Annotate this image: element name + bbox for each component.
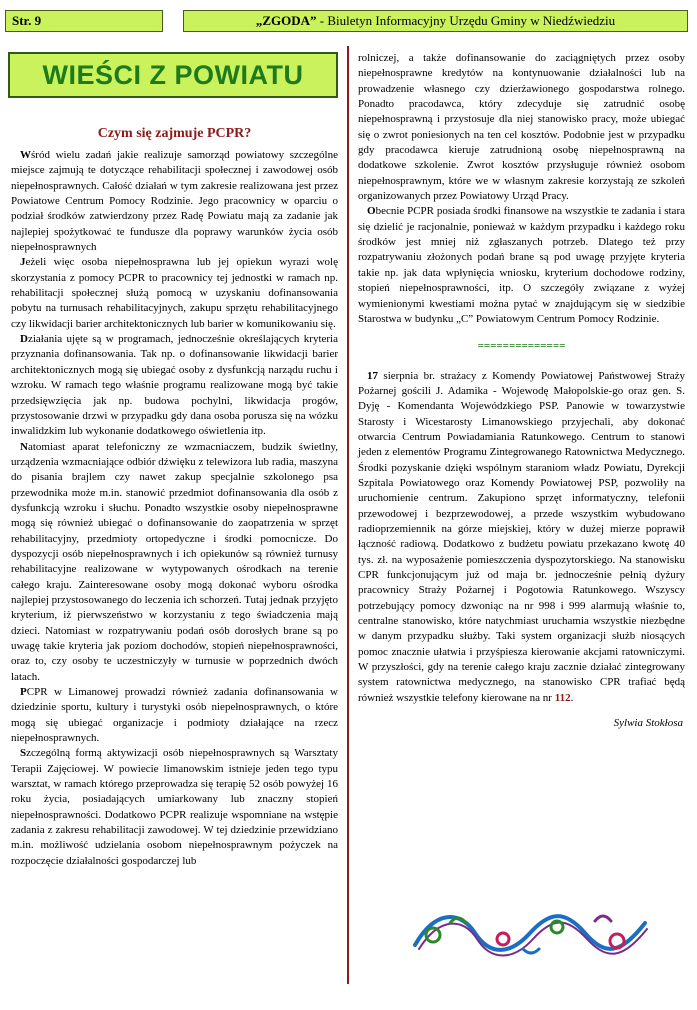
article2-text: 17 sierpnia br. strażacy z Komendy Powiatowej Państwowej Straży Pożarnej gościli J. Adamika - Wojewodę Małopolskie-go oraz gen. S. Dyję - Komendanta Wojewódzkiego PSP. Panowie w towarzystwie Starosty i Wicestarosty Limanowskiego przyjechali, aby dokonać otwarcia Centrum Powiadamiania Ratunkowego. Centrum to stanowi jeden z elementów Programu Zintegrowanego Ratownictwa Medycznego. Środki pozyskanie dzięki wspólnym staraniom władz Powiatu, Dyrekcji Szpitala Powiatowego oraz Komendy Powiatowej PSP, pozwoliły na uruchomienie centrum. Zakupiono sprzęt informatyczny, telefonii przewodowej i bezprzewodowej, a przede wszystkim wybudowano radioprzemiennik na górze miejskiej, który w dużej mierze poprawił łączność radiową. Dodatkowo z budżetu powiatu przekazano kwotę 40 tys. zł. na wyposażenie pomieszczenia dyspozytorskiego. Na stanowisku CPR funkcjonującym już od maja br. jednocześnie pełnią dyżury pracownicy Straży Pożarnej i Pogotowia Ratunkowego. Wszyscy potrzebujący pomocy dzwoniąc na nr 998 i 999 alarmują właśnie to, centralne stanowisko, które natychmiast uruchamia wszystkie niezbędne w danym przypadku służby. Taki system organizacji służb niosących pomoc znacznie ułatwia i przyśpiesza kierowanie akcjami ratowniczymi. W przyszłości, gdy na terenie całego kraju zacznie działać zintegrowany system ratownictwa medycznego, na stanowisko CPR trafiać będą również wszystkie telefony kierowane na nr — [358, 369, 685, 704]
left-column — [11, 148, 338, 869]
paragraph: Działania ujęte są w programach, jednocześnie określających kryteria przyznania dofinansowania. Tak np. o dofinansowanie likwidacji barier architektonicznych mogą się ubiegać osoby z dysfunkcją narządu ruchu i wzroku. W ramach tego właśnie programu realizowane mogą być takie przedsięwzięcia jak np. budowa pochylni, likwidacja progów, przystosowanie drzwi w przypadku gdy dana osoba porusza się na wózku inwalidzkim lub wykonanie dodatkowego oświetlenia itp. — [11, 333, 338, 438]
article-heading: Czym się zajmuje PCPR? — [97, 126, 252, 141]
paragraph: Obecnie PCPR posiada środki finansowe na wszystkie te zadania i stara się dzielić je racjonalnie, ponieważ w każdym przypadku i każdego roku środków jest mniej niż zgłaszanych potrzeb. Dlatego też przy rozpatrywaniu złożonych podań brane są pod uwagę przyjęte kryteria takie np. jak data wpłynięcia wniosku, kryterium dochodowe rodziny, stopień niepełnosprawności, itp. O szczegóły związane z wyżej wymienionymi kwestiami można pytać w znajdującym się w siedzibie Starostwa w budynku „C” Powiatowym Centrum Pomocy Rodzinie. — [358, 205, 685, 325]
header-title-rest: - Biuletyn Informacyjny Urzędu Gminy w Niedźwiedziu — [316, 13, 616, 28]
paragraph: Jeżeli więc osoba niepełnosprawna lub jej opiekun wyrazi wolę skorzystania z pomocy PCPR to pracownicy tej jednostki w ramach np. rehabilitacji społecznej służą pomocą w uzyskaniu dofinansowania pobytu na turnusach rehabilitacyjnych, zakupu sprzętu rehabilitacyjnego czy likwidacji barier architektonicznych lub barier w komunikowaniu się. — [11, 256, 338, 330]
paragraph: Wśród wielu zadań jakie realizuje samorząd powiatowy szczególne miejsce zajmują te dotyczące rehabilitacji społecznej i zawodowej osób niepełnosprawnych. Całość działań w tym zakresie realizowana jest przez Powiatowe Centrum Pomocy Rodzinie. Jego pracownicy w oparciu o podział środków zatwierdzony przez Radę Powiatu mają za zadanie jak najlepiej spożytkować te fundusze dla poprawy warunków życia osób niepełnosprawnych — [11, 149, 338, 254]
column-divider — [347, 46, 349, 984]
running-header — [183, 10, 688, 32]
floral-scroll-ornament-icon — [405, 905, 655, 961]
paragraph: Natomiast aparat telefoniczny ze wzmacniaczem, budzik świetlny, urządzenia wzmacniające odbiór dźwięku z telewizora lub radia, maszyna do pisania brajlem czy nawet zakup specjalnie szkolonego psa przewodnika może m.in. stanowić przedmiot dofinansowania dla osób z dysfunkcją wzroku i słuchu. Ponadto wszystkie osoby niepełnosprawne mogą się również ubiegać o dofinansowanie do zaopatrzenia w sprzęt rehabilitacyjny, przedmioty ortopedyczne i środki pomocnicze. Do dyspozycji osób niepełnosprawnych i ich opiekunów są również turnusy rehabilitacyjne realizowane w wytypowanych ośrodkach na terenie całego kraju. Zainteresowane osoby mogą dokonać wyboru ośrodka najlepiej przystosowanego do leczenia ich schorzeń. Tutaj jednak przyjęto kryterium, iż pierwszeństwo w korzystaniu z tego świadczenia mają dzieci. Natomiast w rozpatrywaniu podań osób dorosłych brane są po uwagę takie kryteria jak poziom dochodów, stopień niepełnosprawności, oraz to, czy osoby te uczestniczyły w turnusie w poprzednich dwóch latach. — [11, 440, 338, 683]
paragraph: rolniczej, a także dofinansowanie do zaciągniętych przez osoby niepełnosprawne kredytów na kontynuowanie działalności lub na prowadzenie własnego czy dzierżawionego gospodarstwa rolnego. Ponadto pracodawca, który zdecyduje się zatrudnić osobę niepełnosprawną i przystosuje dla niej stanowisko pracy, może ubiegać się o zwrot poniesionych na ten cel kosztów. Podobnie jest w przypadku gdy pracodawca kieruje zatrudnioną osobę niepełnosprawną na dodatkowe szkolenie. Zwrot kosztów przysługuje również osobom niepełnosprawnym, które we w własnym zakresie korzystają ze szkoleń organizowanych przez Powiatowy Urząd Pracy. — [358, 52, 685, 203]
paragraph: PCPR w Limanowej prowadzi również zadania dofinansowania w dziedzinie sportu, kultury i turystyki osób niepełnosprawnych, o które mogą się ubiegać organizacje i podmioty działające na rzecz niepełnosprawnych. — [11, 686, 338, 745]
header-title-bold: „ZGODA” — [255, 13, 317, 28]
article1-continuation — [358, 51, 685, 327]
article2-end: . — [570, 691, 574, 704]
paragraph: Szczególną formą aktywizacji osób niepełnosprawnych są Warsztaty Terapii Zajęciowej. W powiecie limanowskim istnieje jeden tego typu warsztat, w ramach którego przeprowadza się terapię 52 osób powyżej 16 roku życia, posiadających umiarkowany lub znaczny stopień niepełnosprawności. Dodatkowo PCPR realizuje wspomniane na wstępie zadania z zakresu rehabilitacji zawodowej. W tej dziedzinie przewidziano m.in. możliwość udzielania osobom niepełnosprawnym pożyczek na rozpoczęcie działalności gospodarczej lub — [11, 747, 338, 867]
section-banner: WIEŚCI Z POWIATU — [8, 52, 338, 98]
page-number — [5, 10, 163, 32]
author-signature: Sylwia Stokłosa — [613, 717, 683, 730]
emergency-number: 112 — [554, 691, 571, 704]
page-number-label: Str. 9 — [12, 13, 42, 28]
right-column — [358, 51, 685, 731]
section-separator: ============== — [477, 340, 566, 353]
article2-paragraph — [358, 369, 685, 707]
